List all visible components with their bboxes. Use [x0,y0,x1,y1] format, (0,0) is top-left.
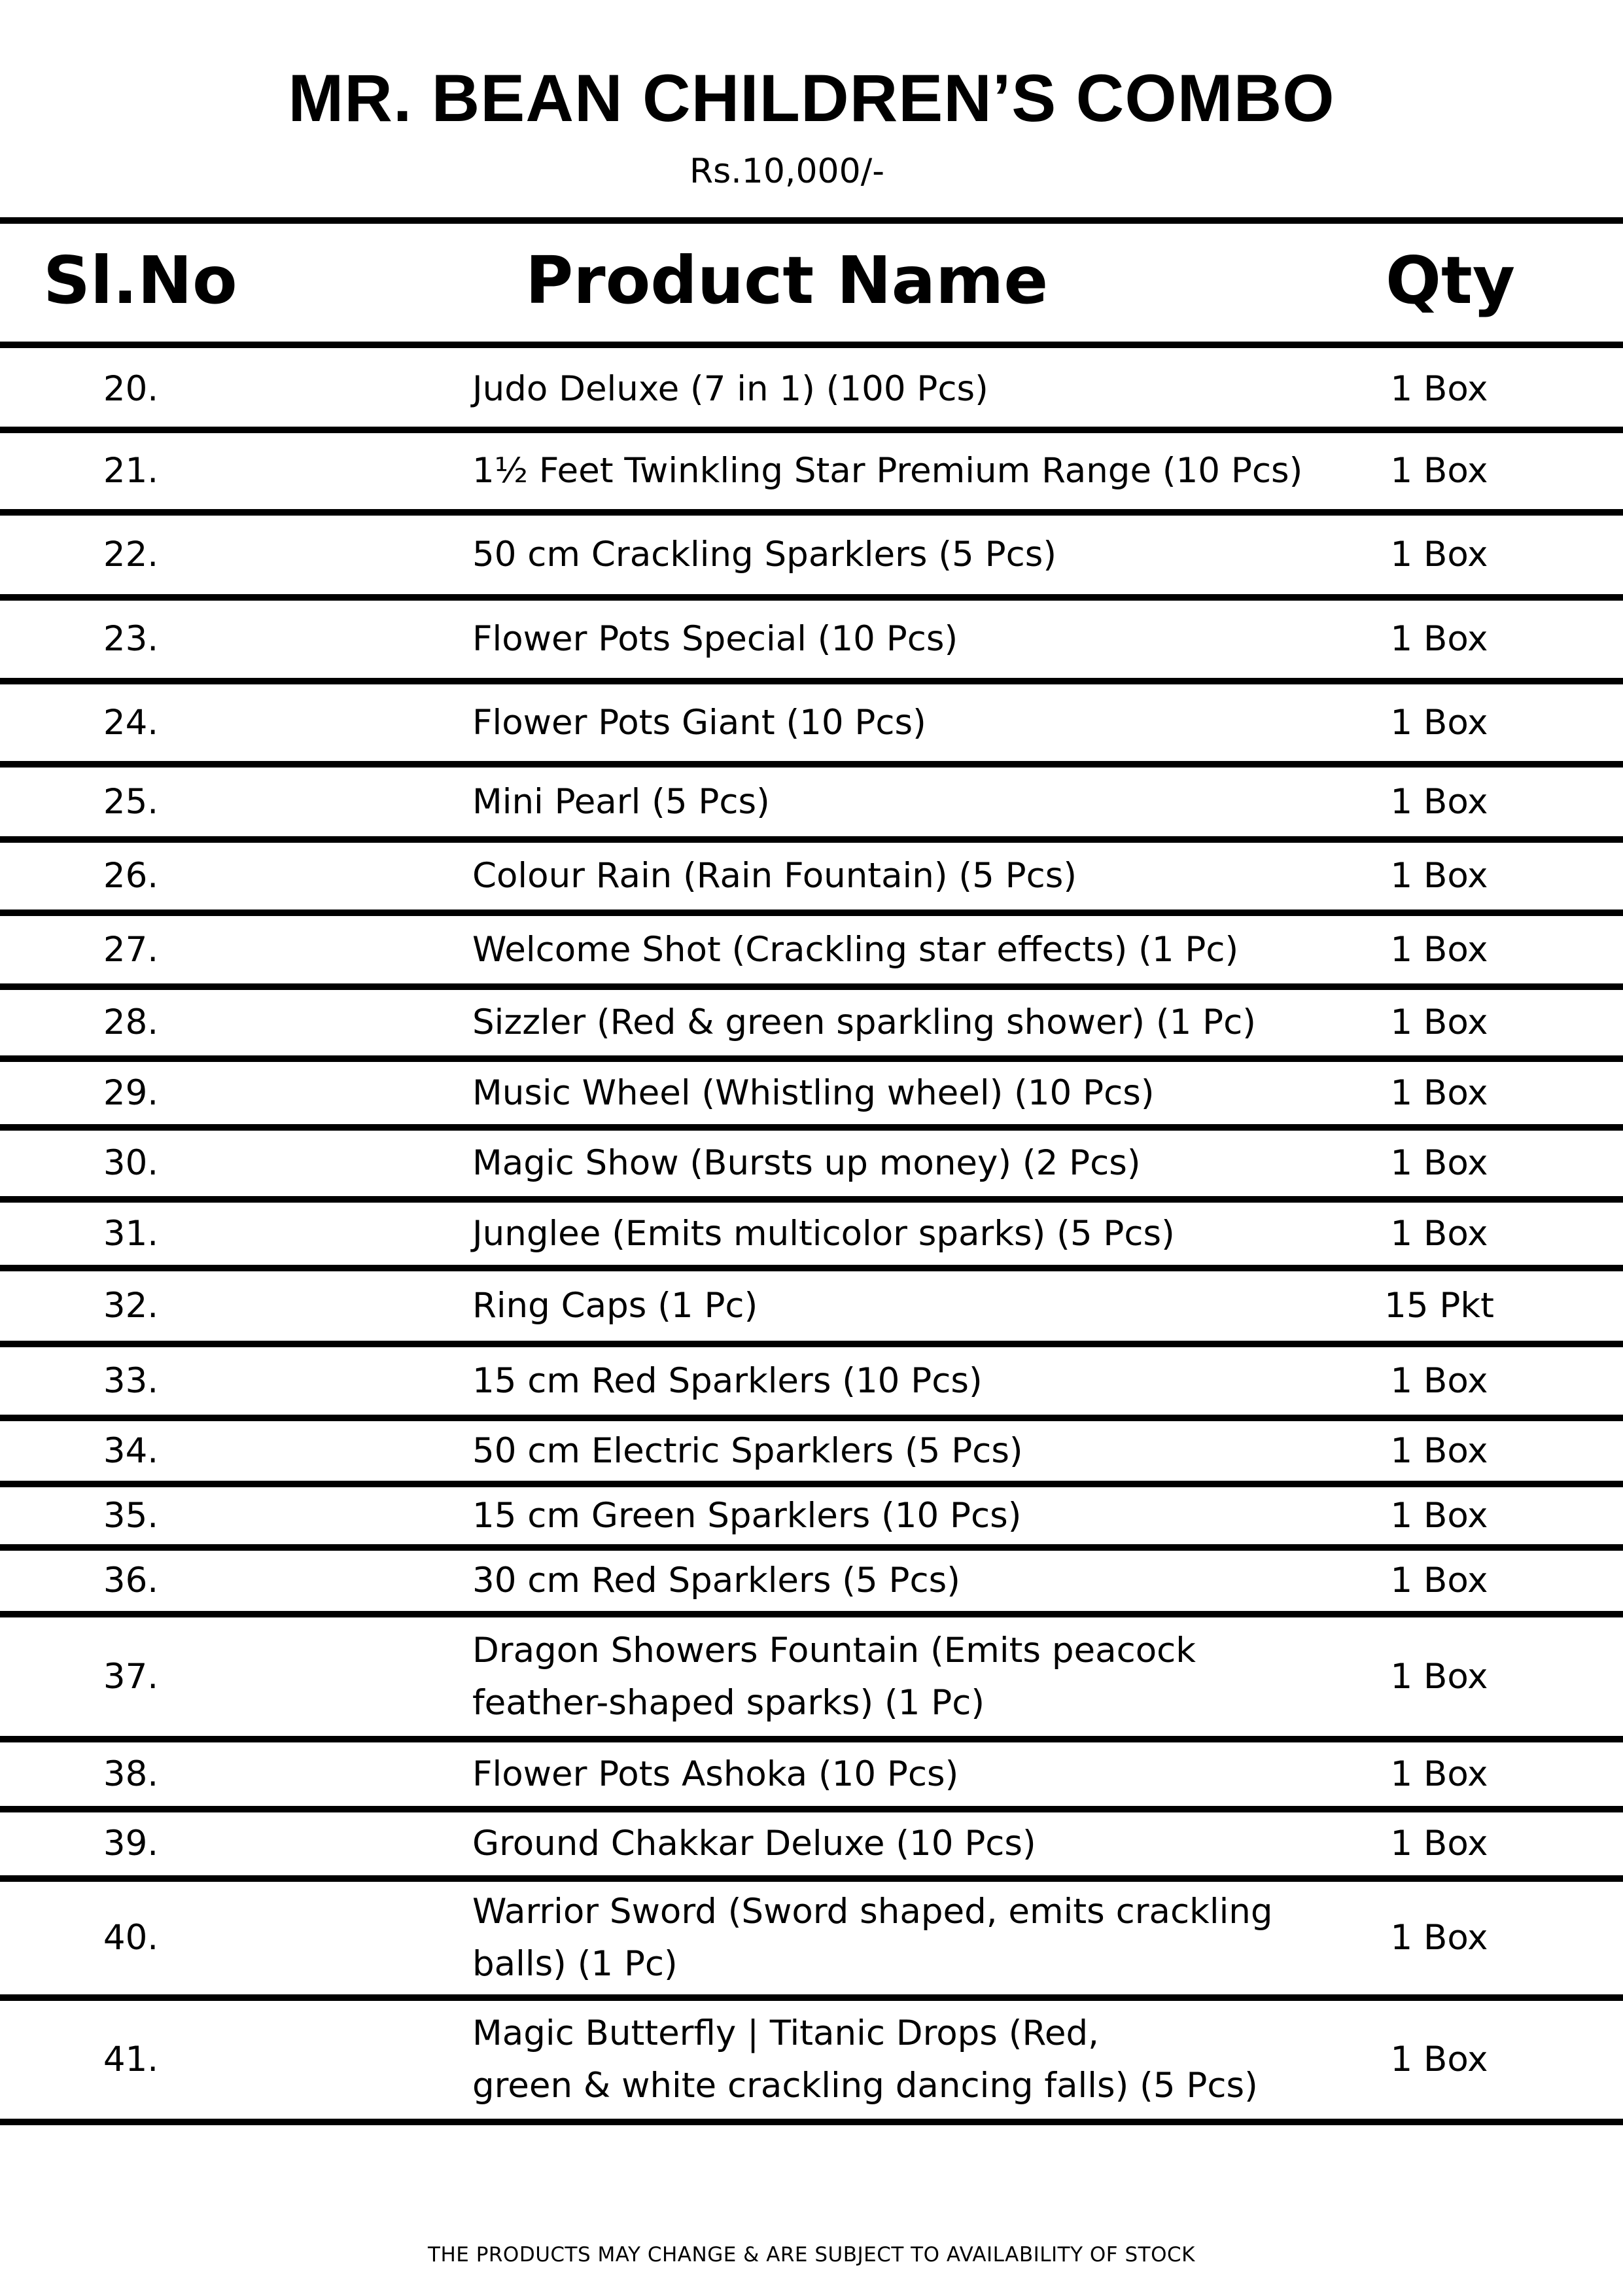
header-sl-no: Sl.No [43,242,237,319]
row-qty: 1 Box [1390,2040,1488,2079]
row-product-name: Magic Show (Bursts up money) (2 Pcs) [472,1143,1141,1183]
row-product-name: Dragon Showers Fountain (Emits peacock [472,1630,1196,1670]
row-product-name: Welcome Shot (Crackling star effects) (1 Pc) [472,929,1239,970]
row-product-name: Sizzler (Red & green sparkling shower) (1 Pc) [472,1002,1256,1042]
row-sl-no: 36. [103,1561,159,1600]
row-qty: 1 Box [1390,619,1488,659]
row-divider [0,1736,1623,1742]
row-product-name: balls) (1 Pc) [472,1944,678,1984]
row-sl-no: 40. [103,1918,159,1958]
row-product-name: 50 cm Crackling Sparklers (5 Pcs) [472,535,1057,574]
row-sl-no: 26. [103,856,159,896]
row-qty: 1 Box [1390,781,1488,822]
row-divider [0,1544,1623,1551]
row-divider [0,1196,1623,1203]
row-sl-no: 32. [103,1286,159,1326]
row-qty: 1 Box [1390,1495,1488,1536]
row-qty: 1 Box [1390,856,1488,896]
row-product-name: Magic Butterfly | Titanic Drops (Red, [472,2013,1099,2053]
row-sl-no: 27. [103,929,159,970]
header-product-name: Product Name [525,242,1049,319]
row-divider [0,1481,1623,1487]
row-divider [0,761,1623,768]
header-qty: Qty [1386,242,1515,319]
row-product-name: Flower Pots Ashoka (10 Pcs) [472,1754,959,1794]
row-divider [0,1265,1623,1271]
row-divider [0,1875,1623,1882]
row-qty: 1 Box [1390,1213,1488,1254]
row-divider [0,427,1623,433]
row-divider [0,983,1623,990]
row-sl-no: 35. [103,1495,159,1536]
row-product-name: green & white crackling dancing falls) (5 Pcs) [472,2066,1258,2106]
row-sl-no: 29. [103,1072,159,1113]
row-sl-no: 34. [103,1430,159,1471]
row-product-name: feather-shaped sparks) (1 Pc) [472,1682,985,1723]
row-divider [0,1124,1623,1131]
row-qty: 1 Box [1390,1072,1488,1113]
row-product-name: Judo Deluxe (7 in 1) (100 Pcs) [472,368,988,409]
row-sl-no: 25. [103,781,159,822]
row-qty: 1 Box [1390,1824,1488,1863]
row-sl-no: 33. [103,1360,159,1401]
row-qty: 1 Box [1390,1561,1488,1600]
row-qty: 1 Box [1390,1754,1488,1794]
row-qty: 1 Box [1390,929,1488,970]
row-divider [0,678,1623,684]
row-qty: 1 Box [1390,1918,1488,1958]
row-product-name: 30 cm Red Sparklers (5 Pcs) [472,1561,960,1600]
row-sl-no: 28. [103,1002,159,1042]
row-qty: 1 Box [1390,1430,1488,1471]
row-sl-no: 22. [103,535,159,574]
page-title: MR. BEAN CHILDREN’S COMBO [288,61,1335,135]
row-product-name: Ground Chakkar Deluxe (10 Pcs) [472,1824,1036,1863]
row-sl-no: 31. [103,1213,159,1254]
row-product-name: Flower Pots Giant (10 Pcs) [472,702,926,743]
row-sl-no: 38. [103,1754,159,1794]
row-sl-no: 39. [103,1824,159,1863]
row-product-name: Music Wheel (Whistling wheel) (10 Pcs) [472,1072,1155,1113]
row-product-name: Ring Caps (1 Pc) [472,1286,758,1326]
row-divider [0,836,1623,843]
row-sl-no: 21. [103,451,159,491]
row-product-name: 50 cm Electric Sparklers (5 Pcs) [472,1430,1023,1471]
row-product-name: Mini Pearl (5 Pcs) [472,781,770,822]
row-sl-no: 20. [103,368,159,409]
row-qty: 1 Box [1390,368,1488,409]
row-sl-no: 30. [103,1143,159,1183]
stock-disclaimer: THE PRODUCTS MAY CHANGE & ARE SUBJECT TO AVAILABILITY OF STOCK [428,2243,1195,2267]
row-divider [0,1994,1623,2001]
row-divider [0,1055,1623,1062]
combo-price: Rs.10,000/- [689,152,884,191]
row-product-name: 15 cm Red Sparklers (10 Pcs) [472,1360,983,1401]
row-qty: 1 Box [1390,451,1488,491]
row-product-name: Warrior Sword (Sword shaped, emits crackling [472,1892,1273,1932]
row-sl-no: 23. [103,619,159,659]
row-divider [0,1806,1623,1812]
row-product-name: 1½ Feet Twinkling Star Premium Range (10 Pcs) [472,451,1303,491]
row-product-name: 15 cm Green Sparklers (10 Pcs) [472,1495,1022,1536]
row-divider [0,509,1623,516]
row-qty: 1 Box [1390,1002,1488,1042]
row-qty: 1 Box [1390,1656,1488,1697]
row-sl-no: 24. [103,702,159,743]
header-top-rule [0,217,1623,224]
row-divider [0,910,1623,916]
row-qty: 1 Box [1390,702,1488,743]
row-sl-no: 37. [103,1656,159,1697]
row-product-name: Flower Pots Special (10 Pcs) [472,619,958,659]
row-divider [0,1415,1623,1421]
row-product-name: Junglee (Emits multicolor sparks) (5 Pcs) [472,1213,1175,1254]
row-divider [0,2119,1623,2125]
row-divider [0,1611,1623,1617]
header-bottom-rule [0,342,1623,348]
row-qty: 1 Box [1390,1143,1488,1183]
row-qty: 1 Box [1390,1360,1488,1401]
row-sl-no: 41. [103,2040,159,2079]
row-product-name: Colour Rain (Rain Fountain) (5 Pcs) [472,856,1077,896]
row-divider [0,1341,1623,1347]
row-divider [0,594,1623,601]
row-qty: 15 Pkt [1384,1286,1494,1326]
row-qty: 1 Box [1390,535,1488,574]
